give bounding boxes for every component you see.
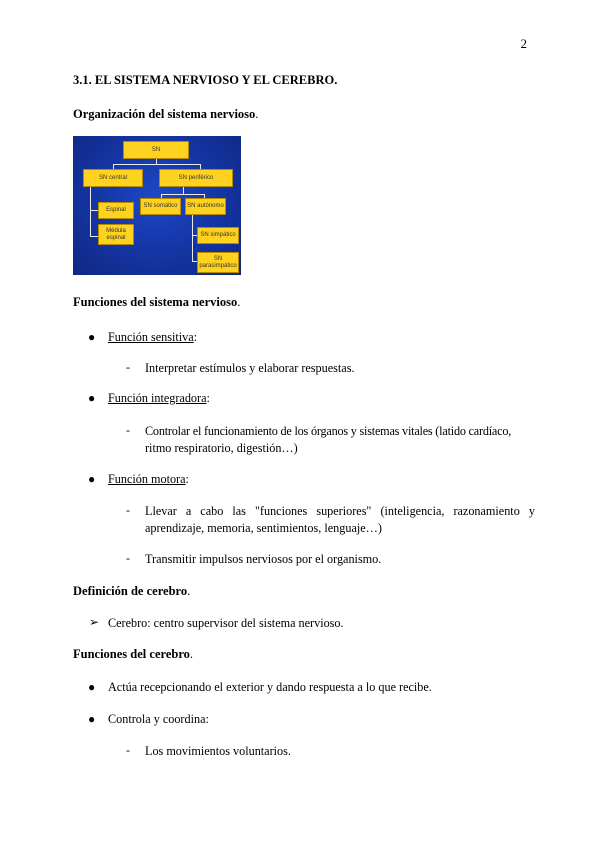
diagram-node-sn-simpatico: SN simpático bbox=[197, 227, 239, 244]
brain-functions-heading-trailing: . bbox=[189, 647, 194, 661]
functions-heading-text: Funciones del sistema nervioso bbox=[73, 295, 238, 309]
section-title: 3.1. EL SISTEMA NERVIOSO Y EL CEREBRO. bbox=[73, 73, 338, 87]
function-sensory-label bbox=[108, 329, 197, 346]
function-integrative-item-line1: Controlar el funcionamiento de los órganos y sistemas vitales (latido cardíaco, bbox=[145, 424, 512, 438]
dash-icon: - bbox=[126, 551, 130, 565]
bullet-icon: ● bbox=[88, 472, 96, 486]
function-motor-suffix: : bbox=[185, 472, 189, 486]
diagram-node-sn-parasimpatico: SN parasimpático bbox=[197, 252, 239, 273]
function-integrative-suffix: : bbox=[206, 391, 210, 405]
organization-heading bbox=[73, 107, 258, 122]
function-motor-item-line2: aprendizaje, memoria, sentimientos, lenguaje…) bbox=[145, 521, 382, 535]
function-motor-item-line1: Llevar a cabo las "funciones superiores" (inteligencia, razonamiento y bbox=[145, 504, 535, 518]
bullet-icon: ● bbox=[88, 712, 96, 726]
function-integrative-text: Función integradora bbox=[108, 391, 207, 405]
function-integrative-label bbox=[108, 390, 210, 407]
function-motor-label bbox=[108, 471, 189, 488]
function-sensory-suffix: : bbox=[193, 330, 198, 344]
diagram-connector bbox=[183, 187, 184, 194]
function-motor-item2: Transmitir impulsos nerviosos por el organismo. bbox=[145, 552, 382, 566]
dash-icon: - bbox=[126, 743, 130, 757]
diagram-node-medula: Médula espinal bbox=[98, 224, 134, 245]
bullet-icon: ● bbox=[88, 680, 96, 694]
dash-icon: - bbox=[126, 503, 130, 517]
brain-definition-heading-trailing: . bbox=[187, 584, 191, 598]
dash-icon: - bbox=[126, 423, 130, 437]
brain-functions-heading-text: Funciones del cerebro bbox=[73, 647, 190, 661]
page-number: 2 bbox=[520, 36, 527, 51]
diagram-node-sn-autonomo: SN autónomo bbox=[185, 198, 226, 215]
brain-functions-sub1: Los movimientos voluntarios. bbox=[145, 744, 291, 758]
bullet-icon: ● bbox=[88, 330, 96, 344]
diagram-connector bbox=[90, 210, 98, 211]
function-motor-text: Función motora bbox=[108, 472, 186, 486]
diagram-node-espinal: Espinal bbox=[98, 202, 134, 219]
diagram-node-sn-central: SN central bbox=[83, 169, 143, 187]
diagram-connector bbox=[161, 194, 205, 195]
brain-functions-item1: Actúa recepcionando el exterior y dando respuesta a lo que recibe. bbox=[108, 680, 432, 694]
function-integrative-item-line2: ritmo respiratorio, digestión…) bbox=[145, 441, 298, 455]
brain-definition-heading bbox=[73, 584, 190, 599]
brain-functions-heading bbox=[73, 647, 193, 662]
arrow-bullet-icon: ➢ bbox=[89, 615, 100, 629]
organization-heading-text: Organización del sistema nervioso bbox=[73, 107, 256, 121]
organization-heading-trailing: . bbox=[255, 107, 259, 121]
bullet-icon: ● bbox=[88, 391, 96, 405]
diagram-connector bbox=[90, 187, 91, 237]
brain-functions-item2: Controla y coordina: bbox=[108, 712, 209, 726]
brain-definition-heading-text: Definición de cerebro bbox=[73, 584, 188, 598]
dash-icon: - bbox=[126, 360, 130, 374]
function-sensory-text: Función sensitiva bbox=[108, 330, 194, 344]
brain-definition-text: Cerebro: centro supervisor del sistema nervioso. bbox=[108, 616, 344, 630]
diagram-node-sn-periferico: SN periférico bbox=[159, 169, 233, 187]
functions-heading-trailing: . bbox=[237, 295, 241, 309]
diagram-node-sn-somatico: SN somático bbox=[140, 198, 181, 215]
nervous-system-diagram bbox=[73, 136, 241, 275]
diagram-connector bbox=[192, 215, 193, 262]
diagram-connector bbox=[90, 236, 98, 237]
diagram-node-sn: SN bbox=[123, 141, 189, 159]
functions-heading bbox=[73, 295, 240, 310]
diagram-connector bbox=[113, 164, 201, 165]
function-sensory-item: Interpretar estímulos y elaborar respuestas. bbox=[145, 361, 355, 375]
